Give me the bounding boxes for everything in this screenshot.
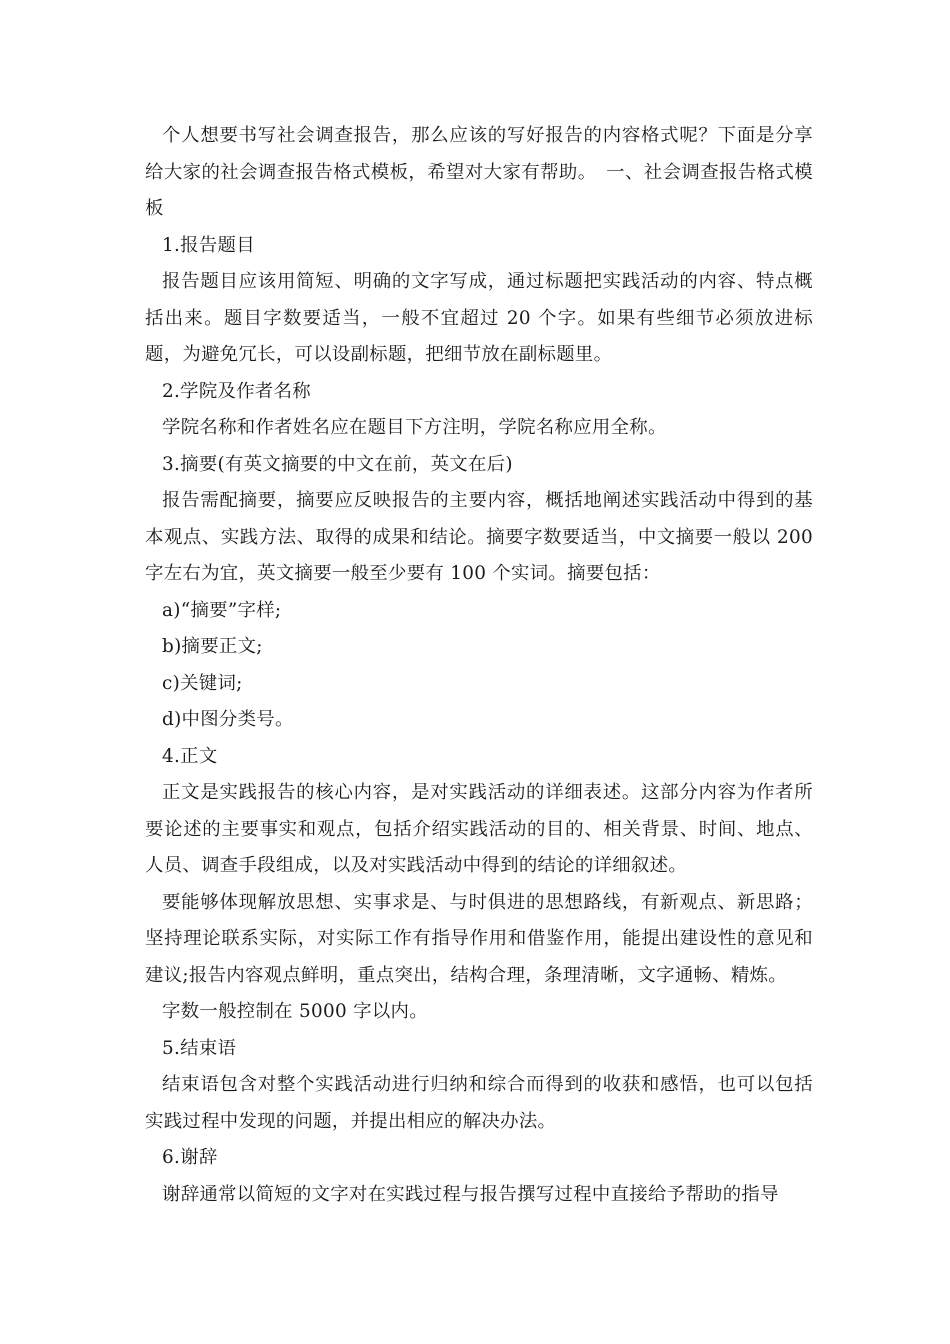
body-paragraph: 报告题目应该用简短、明确的文字写成，通过标题把实践活动的内容、特点概括出来。题目字数要适当，一般不宜超过 20 个字。如果有些细节必须放进标题，为避免冗长，可以设副标题，把细节放在副标题里。 [145, 271, 813, 365]
list-item: c)关键词; [162, 672, 243, 694]
section-heading-acknowledgements: 6.谢辞 [162, 1147, 218, 1168]
section-heading-conclusion: 5.结束语 [162, 1037, 237, 1059]
body-paragraph: 报告需配摘要，摘要应反映报告的主要内容，概括地阐述实践活动中得到的基本观点、实践方法、取得的成果和结论。摘要字数要适当，中文摘要一般以 200 字左右为宜，英文摘要一般至少要有 100 个实词。摘要包括： [145, 490, 813, 584]
document-body [145, 118, 813, 1213]
list-item: d)中图分类号。 [162, 709, 294, 730]
list-item: a)“摘要”字样; [162, 599, 282, 621]
body-paragraph: 要能够体现解放思想、实事求是、与时俱进的思想路线，有新观点、新思路；坚持理论联系实际，对实际工作有指导作用和借鉴作用，能提出建设性的意见和建议;报告内容观点鲜明，重点突出，结构合理，条理清晰，文字通畅、精炼。 [145, 891, 813, 986]
body-paragraph: 正文是实践报告的核心内容，是对实践活动的详细表述。这部分内容为作者所要论述的主要事实和观点，包括介绍实践活动的目的、相关背景、时间、地点、人员、调查手段组成，以及对实践活动中得到的结论的详细叙述。 [145, 782, 813, 876]
list-item: b)摘要正文; [162, 636, 263, 657]
section-heading-report-title: 1.报告题目 [162, 234, 255, 256]
body-paragraph: 学院名称和作者姓名应在题目下方注明，学院名称应用全称。 [162, 417, 667, 438]
intro-paragraph: 个人想要书写社会调查报告，那么应该的写好报告的内容格式呢？下面是分享给大家的社会调查报告格式模板，希望对大家有帮助。 一、社会调查报告格式模板 [145, 125, 813, 219]
section-heading-main-text: 4.正文 [162, 745, 218, 767]
section-heading-abstract: 3.摘要(有英文摘要的中文在前，英文在后) [162, 453, 513, 475]
section-heading-college-author: 2.学院及作者名称 [162, 380, 311, 402]
body-paragraph: 谢辞通常以简短的文字对在实践过程与报告撰写过程中直接给予帮助的指导 [162, 1183, 779, 1205]
body-paragraph: 字数一般控制在 5000 字以内。 [162, 1001, 428, 1022]
body-paragraph: 结束语包含对整个实践活动进行归纳和综合而得到的收获和感悟，也可以包括实践过程中发现的问题，并提出相应的解决办法。 [145, 1074, 813, 1132]
